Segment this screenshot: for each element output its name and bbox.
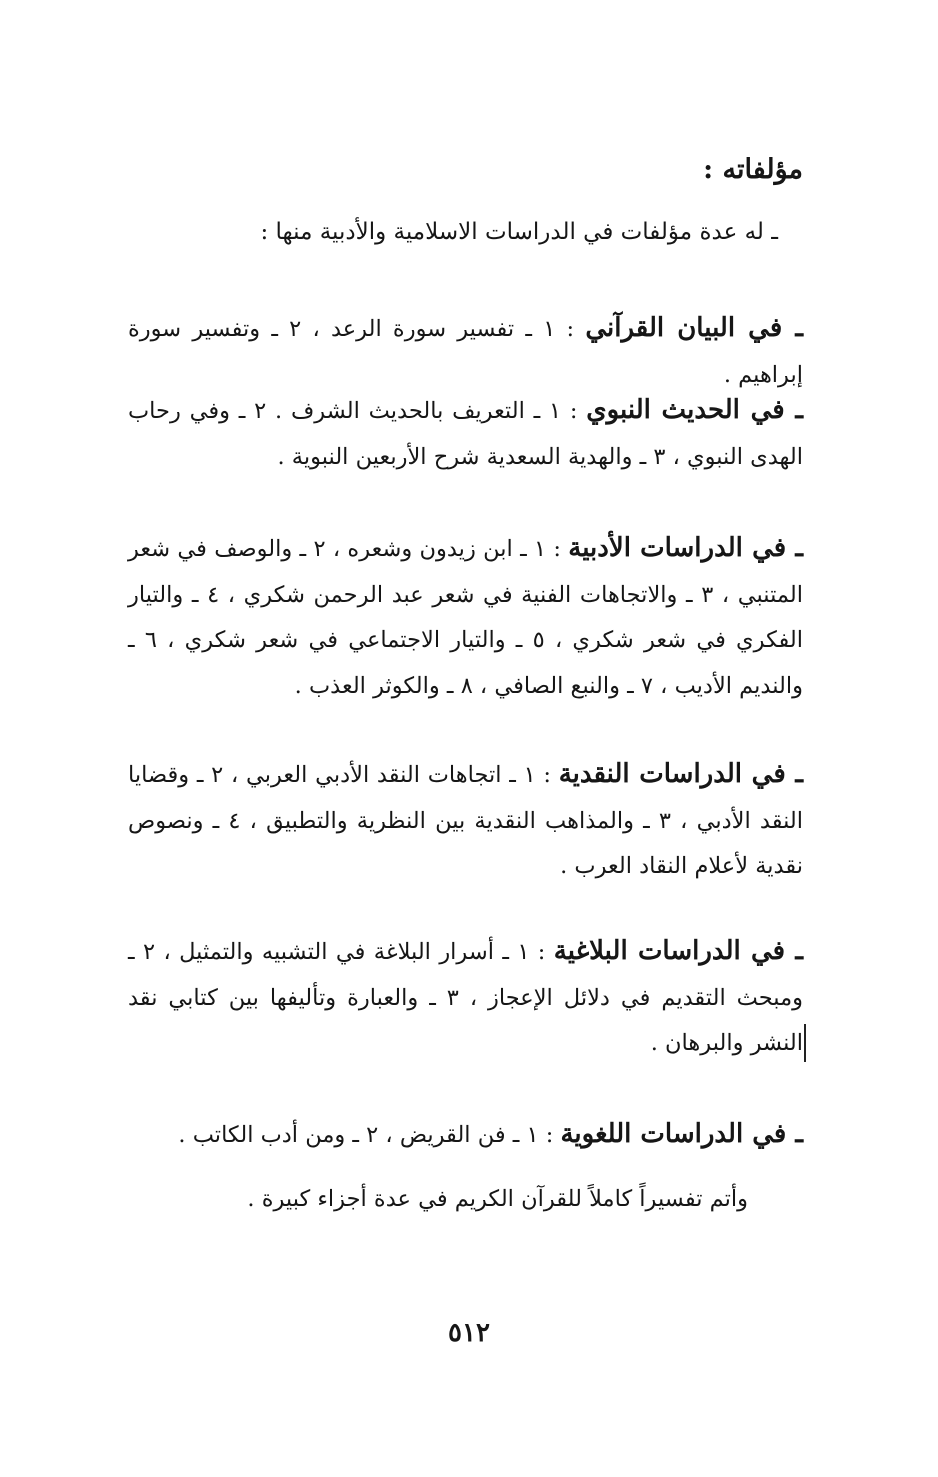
closing-line: وأتم تفسيراً كاملاً للقرآن الكريم في عدة أجزاء كبيرة . (247, 1186, 748, 1212)
category-label: ـ في الحديث النبوي (586, 395, 803, 425)
category-text: : ١ ـ ابن زيدون وشعره ، ٢ ـ والوصف في شعر المتنبي ، ٣ ـ والاتجاهات الفنية في شعر عبد الرحمن شكري ، ٤ ـ والتيار الفكري في شعر شكري ، ٥ ـ والتيار الاجتماعي في شعر شكري ، ٦ ـ والنديم الأديب ، ٧ ـ والنبع الصافي ، ٨ ـ والكوثر العذب . (128, 536, 803, 699)
margin-mark (804, 1024, 806, 1062)
section-heading: مؤلفاته : (703, 154, 803, 185)
works-critical-studies (128, 752, 803, 890)
works-hadith-studies (128, 388, 803, 480)
page-number: ٥١٢ (448, 1318, 490, 1348)
category-label: ـ في الدراسات البلاغية (553, 936, 803, 966)
works-linguistic-studies (128, 1112, 803, 1159)
category-label: ـ في البيان القرآني (585, 313, 803, 343)
category-label: ـ في الدراسات الأدبية (568, 533, 804, 563)
category-text: : ١ ـ فن القريض ، ٢ ـ ومن أدب الكاتب . (178, 1122, 561, 1148)
category-text: : ١ ـ تفسير سورة الرعد ، ٢ ـ وتفسير سورة إبراهيم . (128, 316, 803, 388)
category-label: ـ في الدراسات النقدية (558, 759, 803, 789)
category-text: : ١ ـ اتجاهات النقد الأدبي العربي ، ٢ ـ وقضايا النقد الأدبي ، ٣ ـ والمذاهب النقدية بين النظرية والتطبيق ، ٤ ـ ونصوص نقدية لأعلام النقاد العرب . (128, 762, 803, 879)
category-text: : ١ ـ التعريف بالحديث الشرف . ٢ ـ وفي رحاب الهدى النبوي ، ٣ ـ والهدية السعدية شرح الأربعين النبوية . (128, 398, 803, 470)
category-text: : ١ ـ أسرار البلاغة في التشبيه والتمثيل ، ٢ ـ ومبحث التقديم في دلائل الإعجاز ، ٣ ـ والعبارة وتأليفها بين كتابي نقد النشر والبرهان . (128, 939, 803, 1056)
category-label: ـ في الدراسات اللغوية (560, 1119, 803, 1149)
works-rhetorical-studies (128, 929, 803, 1067)
intro-line: ـ له عدة مؤلفات في الدراسات الاسلامية والأدبية منها : (260, 219, 778, 245)
works-literary-studies (128, 526, 803, 709)
works-quranic-studies (128, 306, 803, 398)
